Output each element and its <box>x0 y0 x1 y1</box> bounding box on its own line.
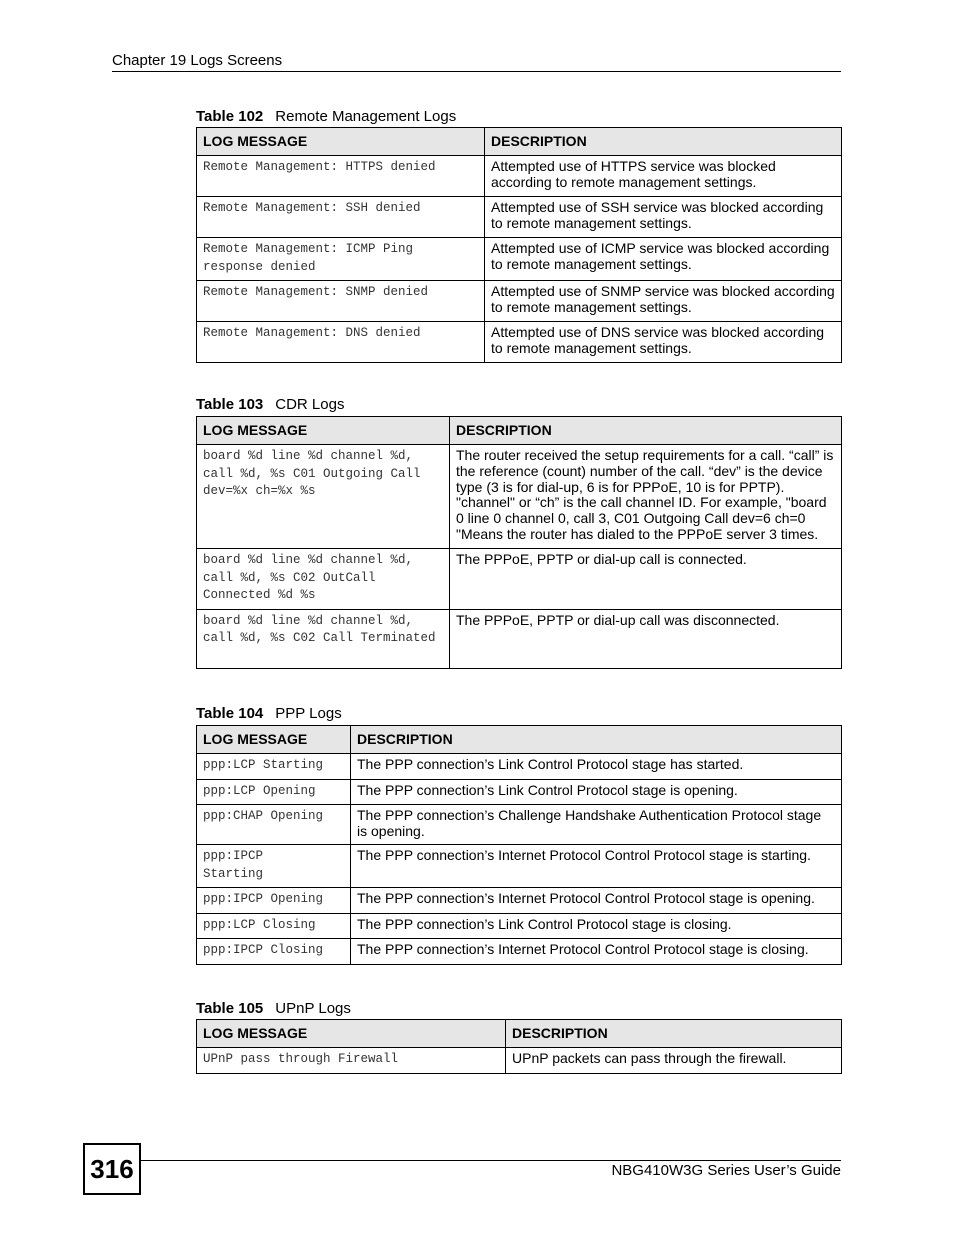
cdr-logs-table <box>196 416 842 669</box>
log-message-cell: board %d line %d channel %d, call %d, %s C01 Outgoing Call dev=%x ch=%x %s <box>197 445 450 549</box>
table-number: Table 105 <box>196 1000 264 1017</box>
column-header-description: DESCRIPTION <box>506 1020 842 1048</box>
table-row <box>197 445 842 549</box>
table-row <box>197 805 842 845</box>
description-cell: Attempted use of ICMP service was blocked according to remote management settings. <box>485 238 842 281</box>
table-title: Remote Management Logs <box>275 108 457 125</box>
column-header-description: DESCRIPTION <box>485 128 842 156</box>
table-title: PPP Logs <box>275 705 342 722</box>
description-cell: Attempted use of HTTPS service was blocked according to remote management settings. <box>485 156 842 197</box>
log-message-cell: ppp:CHAP Opening <box>197 805 351 845</box>
table-row <box>197 754 842 780</box>
table-row <box>197 281 842 322</box>
table-row <box>197 913 842 939</box>
table-header-row <box>197 726 842 754</box>
log-message-cell: Remote Management: SSH denied <box>197 197 485 238</box>
table-row <box>197 609 842 668</box>
description-cell: The PPPoE, PPTP or dial-up call was disconnected. <box>450 609 842 668</box>
log-message-cell: Remote Management: DNS denied <box>197 322 485 363</box>
description-cell: The PPP connection’s Link Control Protocol stage is closing. <box>351 913 842 939</box>
log-message-text: ppp:IPCP Starting <box>203 849 264 881</box>
log-message-cell: ppp:LCP Opening <box>197 779 351 805</box>
log-message-cell: Remote Management: ICMP Ping response denied <box>197 238 485 281</box>
chapter-header: Chapter 19 Logs Screens <box>112 52 283 69</box>
table-number: Table 102 <box>196 108 264 125</box>
remote-management-logs-table <box>196 127 842 363</box>
log-message-cell: UPnP pass through Firewall <box>197 1048 506 1074</box>
table-row <box>197 1048 842 1074</box>
table-row <box>197 197 842 238</box>
description-cell: The PPP connection’s Link Control Protocol stage has started. <box>351 754 842 780</box>
description-cell: The PPP connection’s Internet Protocol Control Protocol stage is starting. <box>351 845 842 888</box>
table-row <box>197 845 842 888</box>
description-cell: The PPP connection’s Internet Protocol Control Protocol stage is opening. <box>351 888 842 914</box>
description-cell: Attempted use of SSH service was blocked according to remote management settings. <box>485 197 842 238</box>
header-rule <box>112 71 841 72</box>
log-message-cell: ppp:IPCP Opening <box>197 888 351 914</box>
guide-title: NBG410W3G Series User’s Guide <box>611 1162 841 1179</box>
table-header-row <box>197 1020 842 1048</box>
table-caption <box>196 396 344 413</box>
log-message-cell: ppp:LCP Closing <box>197 913 351 939</box>
description-cell: Attempted use of SNMP service was blocked according to remote management settings. <box>485 281 842 322</box>
log-message-cell: Remote Management: HTTPS denied <box>197 156 485 197</box>
description-cell: The PPP connection’s Link Control Protocol stage is opening. <box>351 779 842 805</box>
description-cell: The PPP connection’s Internet Protocol Control Protocol stage is closing. <box>351 939 842 965</box>
ppp-logs-table <box>196 725 842 965</box>
table-row <box>197 888 842 914</box>
table-header-row <box>197 417 842 445</box>
log-message-cell: board %d line %d channel %d, call %d, %s C02 OutCall Connected %d %s <box>197 549 450 610</box>
table-header-row <box>197 128 842 156</box>
table-caption <box>196 1000 351 1017</box>
log-message-cell: Remote Management: SNMP denied <box>197 281 485 322</box>
column-header-log-message: LOG MESSAGE <box>197 1020 506 1048</box>
column-header-description: DESCRIPTION <box>351 726 842 754</box>
description-cell: The router received the setup requirements for a call. “call” is the reference (count) number of the call. “dev” is the device type (3 is for dial-up, 6 is for PPPoE, 10 is for PPTP). "channel" or “ch” is the call channel ID. For example, "board 0 line 0 channel 0, call 3, C01 Outgoing Call dev=6 ch=0 "Means the router has dialed to the PPPoE server 3 times. <box>450 445 842 549</box>
description-cell: The PPPoE, PPTP or dial-up call is connected. <box>450 549 842 610</box>
table-row <box>197 156 842 197</box>
table-row <box>197 549 842 610</box>
description-cell: UPnP packets can pass through the firewall. <box>506 1048 842 1074</box>
description-cell: Attempted use of DNS service was blocked according to remote management settings. <box>485 322 842 363</box>
table-row <box>197 939 842 965</box>
log-message-cell: ppp:IPCP Closing <box>197 939 351 965</box>
column-header-log-message: LOG MESSAGE <box>197 417 450 445</box>
table-title: CDR Logs <box>275 396 345 413</box>
table-row <box>197 779 842 805</box>
table-row <box>197 238 842 281</box>
column-header-log-message: LOG MESSAGE <box>197 726 351 754</box>
page-number: 316 <box>83 1143 141 1195</box>
column-header-log-message: LOG MESSAGE <box>197 128 485 156</box>
table-row <box>197 322 842 363</box>
table-caption <box>196 705 342 722</box>
table-number: Table 104 <box>196 705 264 722</box>
table-number: Table 103 <box>196 396 264 413</box>
footer-rule <box>140 1160 841 1161</box>
table-caption <box>196 108 456 125</box>
log-message-cell <box>197 845 351 888</box>
upnp-logs-table <box>196 1019 842 1074</box>
log-message-cell: board %d line %d channel %d, call %d, %s C02 Call Terminated <box>197 609 450 668</box>
description-cell: The PPP connection’s Challenge Handshake Authentication Protocol stage is opening. <box>351 805 842 845</box>
table-title: UPnP Logs <box>275 1000 351 1017</box>
column-header-description: DESCRIPTION <box>450 417 842 445</box>
log-message-cell: ppp:LCP Starting <box>197 754 351 780</box>
